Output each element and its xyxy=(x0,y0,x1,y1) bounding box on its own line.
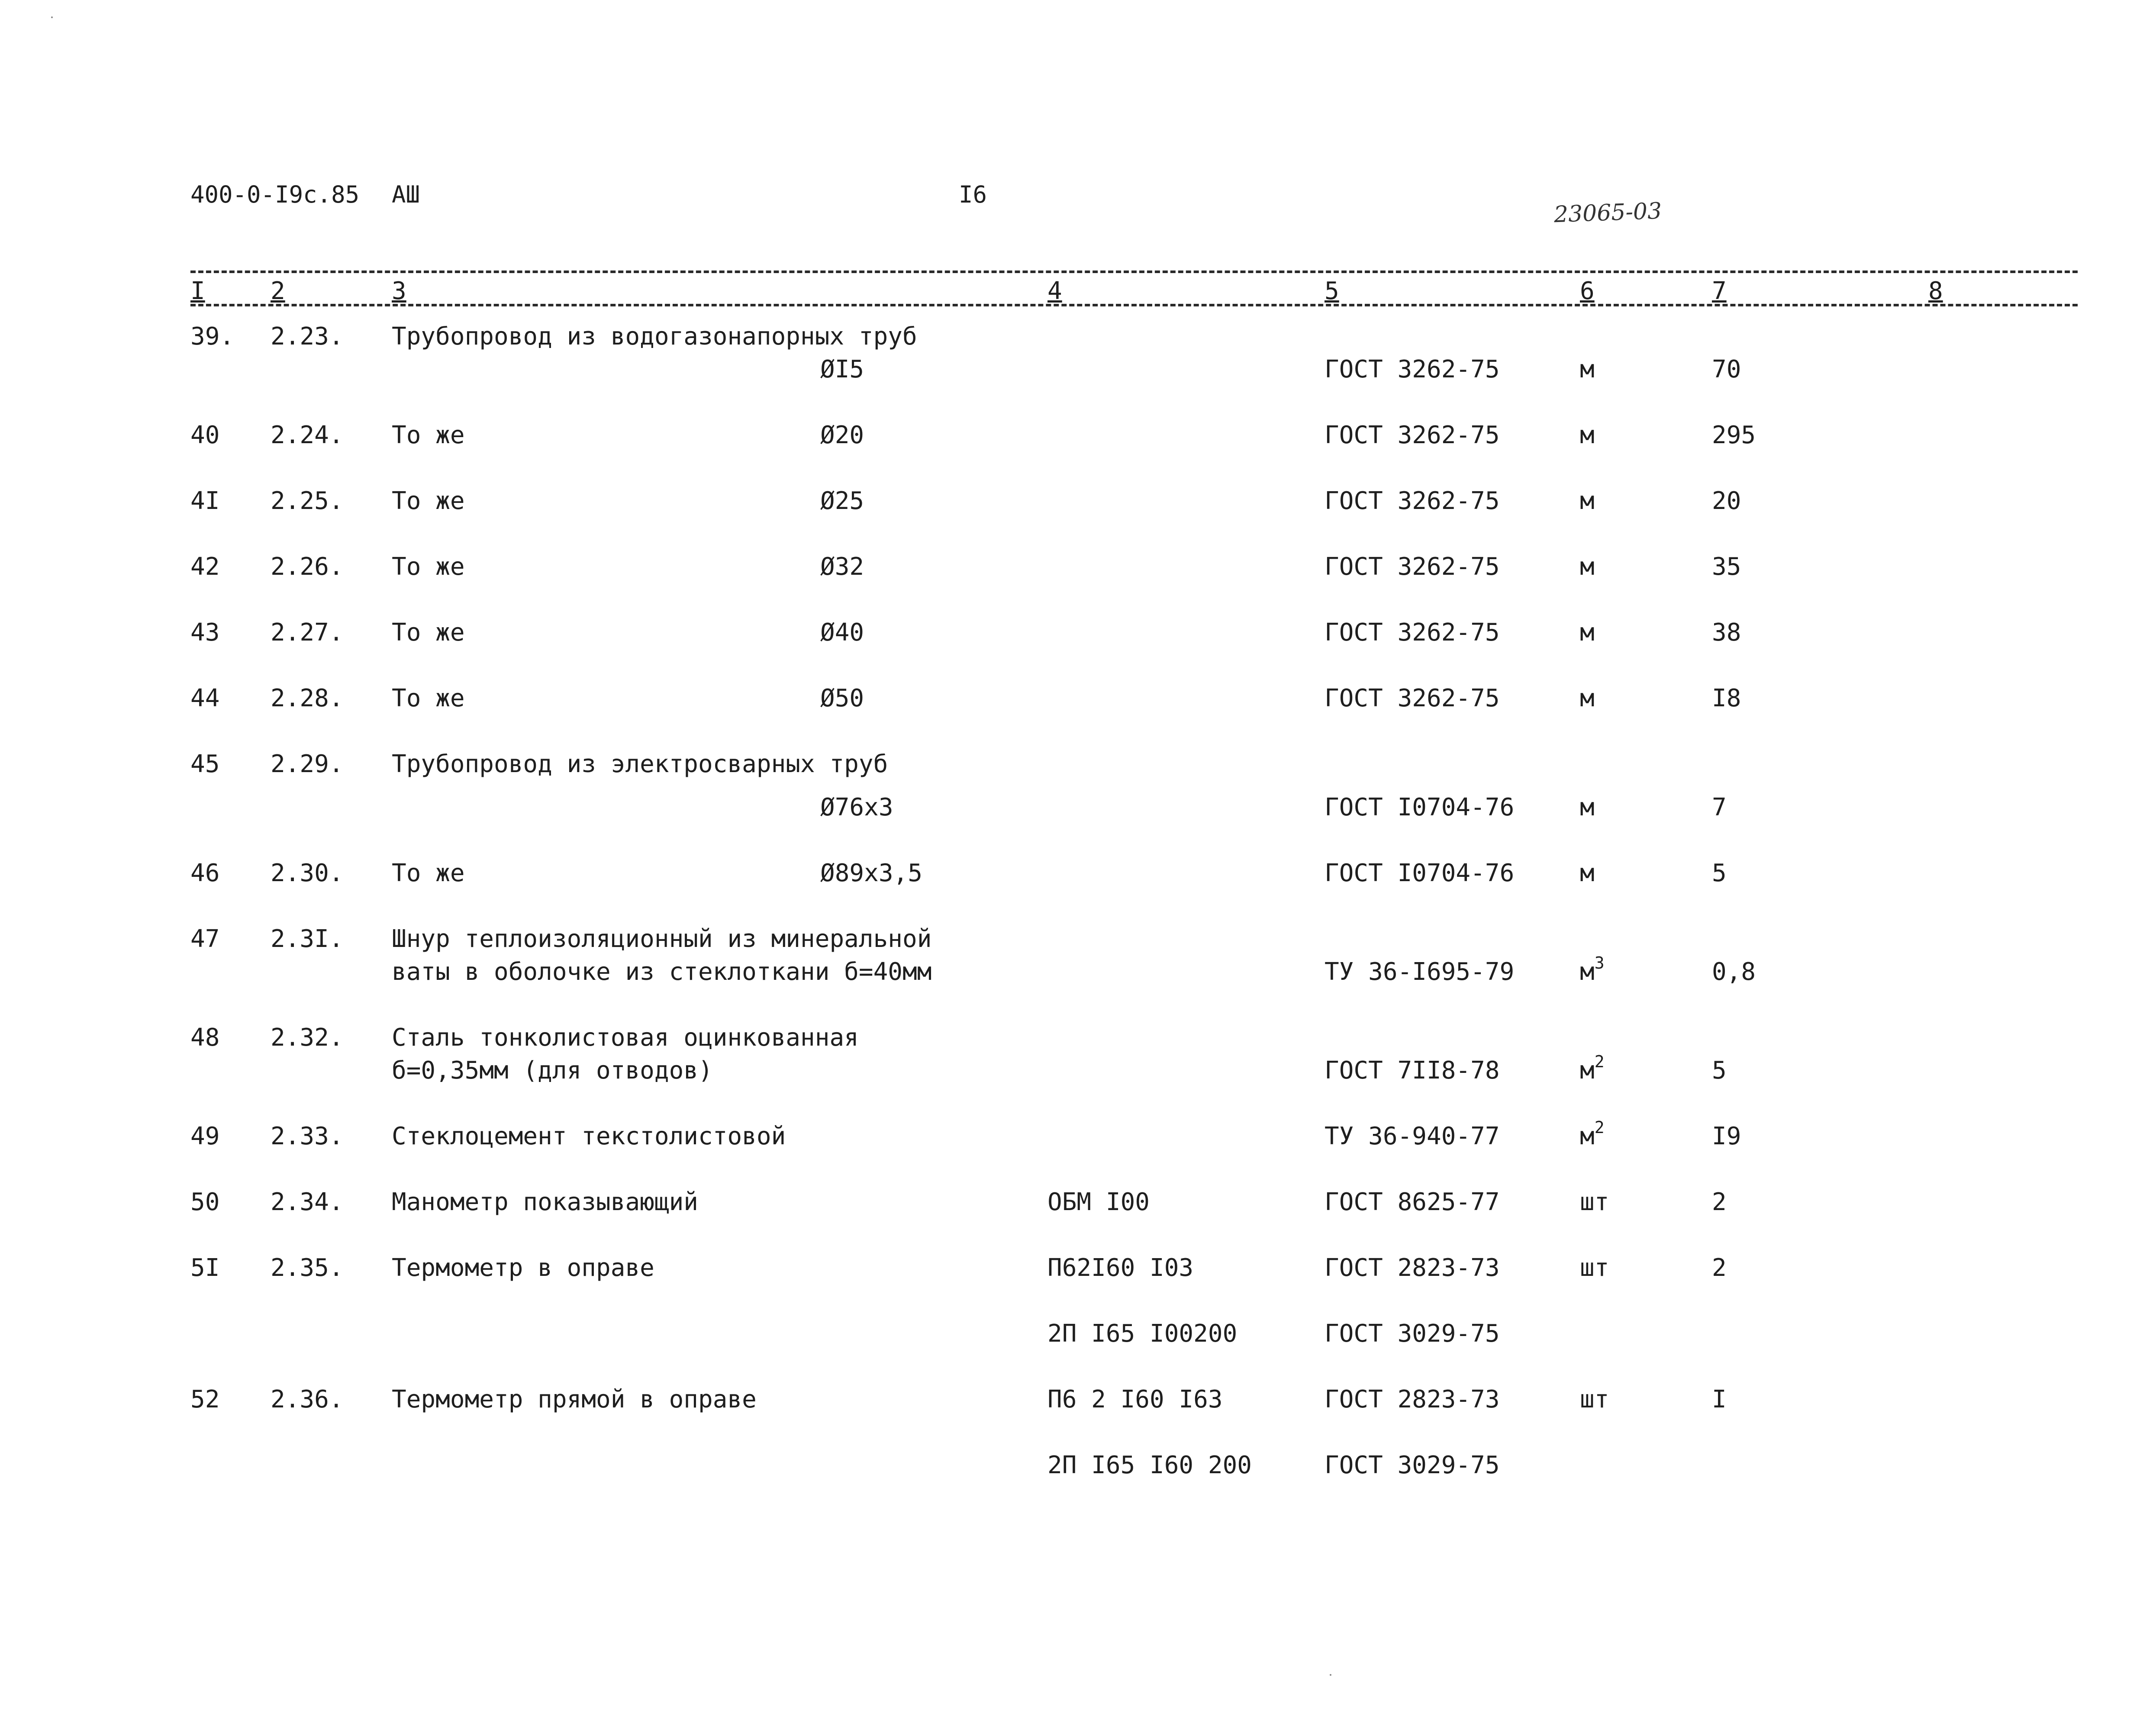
column-number: 7 xyxy=(1712,277,1727,305)
row-size: Ø76x3 xyxy=(820,793,893,821)
row-position: 2.24. xyxy=(271,421,344,449)
row-unit: м xyxy=(1580,355,1595,383)
row-name: То же xyxy=(392,553,465,581)
row-number: 52 xyxy=(190,1385,220,1413)
scan-speck xyxy=(1330,1674,1331,1676)
row-unit: м xyxy=(1580,421,1595,449)
row-position: 2.32. xyxy=(271,1024,344,1052)
table-row xyxy=(0,748,2156,834)
row-name: То же xyxy=(392,618,465,647)
row-name: Сталь тонколистовая оцинкованная xyxy=(392,1024,859,1052)
row-number: 49 xyxy=(190,1122,220,1150)
header-dashed-rule-bottom xyxy=(190,304,2078,306)
row-number: 44 xyxy=(190,684,220,712)
row-quantity: 2 xyxy=(1712,1254,1727,1282)
row-number: 50 xyxy=(190,1188,220,1216)
row-standard: ГОСТ 3262-75 xyxy=(1325,618,1500,647)
row-position: 2.3I. xyxy=(271,925,344,953)
scan-speck xyxy=(51,16,53,18)
column-number: 4 xyxy=(1047,277,1062,305)
row-number: 5I xyxy=(190,1254,220,1282)
unit-exponent: 3 xyxy=(1594,953,1605,972)
row-quantity: 295 xyxy=(1712,421,1756,449)
row-mark: 2П I65 I60 200 xyxy=(1047,1451,1252,1479)
column-number: 5 xyxy=(1325,277,1339,305)
row-unit xyxy=(1580,1120,1605,1155)
row-unit xyxy=(1580,1054,1605,1089)
row-unit: м xyxy=(1580,684,1595,712)
row-position: 2.26. xyxy=(271,553,344,581)
page-number: I6 xyxy=(959,181,987,208)
row-quantity: 20 xyxy=(1712,487,1741,515)
row-standard: ТУ 36-940-77 xyxy=(1325,1122,1500,1150)
row-position: 2.25. xyxy=(271,487,344,515)
column-number: 6 xyxy=(1580,277,1595,305)
row-position: 2.27. xyxy=(271,618,344,647)
row-position: 2.30. xyxy=(271,859,344,887)
document-code: 400-0-I9c.85 xyxy=(190,181,360,208)
row-size: Ø32 xyxy=(820,553,864,581)
row-quantity: 70 xyxy=(1712,355,1741,383)
row-name: Трубопровод из водогазонапорных труб xyxy=(392,322,917,351)
row-quantity: I8 xyxy=(1712,684,1741,712)
row-quantity: I9 xyxy=(1712,1122,1741,1150)
row-name: Трубопровод из электросварных труб xyxy=(392,750,888,778)
row-unit: м xyxy=(1580,618,1595,647)
row-size: Ø20 xyxy=(820,421,864,449)
row-number: 40 xyxy=(190,421,220,449)
row-unit: м xyxy=(1580,859,1595,887)
row-number: 46 xyxy=(190,859,220,887)
row-standard: ГОСТ 2823-73 xyxy=(1325,1385,1500,1413)
row-quantity: 7 xyxy=(1712,793,1727,821)
unit-base: м xyxy=(1580,1122,1595,1150)
column-number: 3 xyxy=(392,277,406,305)
row-unit: м xyxy=(1580,793,1595,821)
row-position: 2.23. xyxy=(271,322,344,351)
row-number: 45 xyxy=(190,750,220,778)
row-name-continued: ваты в оболочке из стеклоткани б=40мм xyxy=(392,958,932,986)
row-quantity: 5 xyxy=(1712,1056,1727,1085)
row-standard: ГОСТ 2823-73 xyxy=(1325,1254,1500,1282)
row-number: 48 xyxy=(190,1024,220,1052)
row-mark: П6 2 I60 I63 xyxy=(1047,1385,1223,1413)
table-row xyxy=(0,1449,2156,1536)
row-name: Термометр прямой в оправе xyxy=(392,1385,757,1413)
row-unit: шт xyxy=(1580,1254,1609,1282)
row-size: Ø25 xyxy=(820,487,864,515)
row-name: То же xyxy=(392,859,465,887)
row-standard: ГОСТ 8625-77 xyxy=(1325,1188,1500,1216)
row-standard: ГОСТ 3262-75 xyxy=(1325,684,1500,712)
row-mark: П62I60 I03 xyxy=(1047,1254,1194,1282)
row-quantity: 0,8 xyxy=(1712,958,1756,986)
row-position: 2.33. xyxy=(271,1122,344,1150)
unit-base: м xyxy=(1580,958,1595,986)
row-number: 43 xyxy=(190,618,220,647)
section-code: АШ xyxy=(392,181,420,208)
row-quantity: 5 xyxy=(1712,859,1727,887)
row-quantity: 35 xyxy=(1712,553,1741,581)
row-standard: ТУ 36-I695-79 xyxy=(1325,958,1515,986)
row-quantity: 2 xyxy=(1712,1188,1727,1216)
row-name: То же xyxy=(392,487,465,515)
column-number: 8 xyxy=(1928,277,1943,305)
row-standard: ГОСТ 3262-75 xyxy=(1325,355,1500,383)
row-name-continued: б=0,35мм (для отводов) xyxy=(392,1056,713,1085)
row-number: 42 xyxy=(190,553,220,581)
column-number: I xyxy=(190,277,205,305)
table-row xyxy=(0,320,2156,407)
row-standard: ГОСТ I0704-76 xyxy=(1325,859,1515,887)
column-number: 2 xyxy=(271,277,285,305)
row-position: 2.36. xyxy=(271,1385,344,1413)
row-name: Термометр в оправе xyxy=(392,1254,654,1282)
row-unit: м xyxy=(1580,487,1595,515)
handwritten-number: 23065-03 xyxy=(1553,198,1663,228)
row-standard: ГОСТ 7II8-78 xyxy=(1325,1056,1500,1085)
table-row xyxy=(0,923,2156,1009)
row-unit: м xyxy=(1580,553,1595,581)
row-mark: ОБМ I00 xyxy=(1047,1188,1150,1216)
row-standard: ГОСТ I0704-76 xyxy=(1325,793,1515,821)
row-standard: ГОСТ 3029-75 xyxy=(1325,1451,1500,1479)
row-number: 47 xyxy=(190,925,220,953)
row-size: ØI5 xyxy=(820,355,864,383)
row-name: То же xyxy=(392,421,465,449)
row-standard: ГОСТ 3262-75 xyxy=(1325,487,1500,515)
row-size: Ø89x3,5 xyxy=(820,859,923,887)
row-name: Манометр показывающий xyxy=(392,1188,699,1216)
row-position: 2.29. xyxy=(271,750,344,778)
row-number: 39. xyxy=(190,322,235,351)
row-position: 2.28. xyxy=(271,684,344,712)
unit-exponent: 2 xyxy=(1594,1118,1605,1137)
row-quantity: I xyxy=(1712,1385,1727,1413)
row-name: То же xyxy=(392,684,465,712)
row-unit: шт xyxy=(1580,1385,1609,1413)
row-position: 2.35. xyxy=(271,1254,344,1282)
row-standard: ГОСТ 3029-75 xyxy=(1325,1320,1500,1348)
row-mark: 2П I65 I00200 xyxy=(1047,1320,1238,1348)
row-position: 2.34. xyxy=(271,1188,344,1216)
row-unit xyxy=(1580,953,1605,991)
row-quantity: 38 xyxy=(1712,618,1741,647)
row-size: Ø40 xyxy=(820,618,864,647)
row-number: 4I xyxy=(190,487,220,515)
table-row xyxy=(0,1021,2156,1108)
row-standard: ГОСТ 3262-75 xyxy=(1325,553,1500,581)
row-standard: ГОСТ 3262-75 xyxy=(1325,421,1500,449)
unit-exponent: 2 xyxy=(1594,1052,1605,1071)
unit-base: м xyxy=(1580,1056,1595,1085)
row-name: Стеклоцемент текстолистовой xyxy=(392,1122,786,1150)
header-dashed-rule-top xyxy=(190,270,2078,273)
row-unit: шт xyxy=(1580,1188,1609,1216)
row-size: Ø50 xyxy=(820,684,864,712)
row-name: Шнур теплоизоляционный из минеральной xyxy=(392,925,932,953)
